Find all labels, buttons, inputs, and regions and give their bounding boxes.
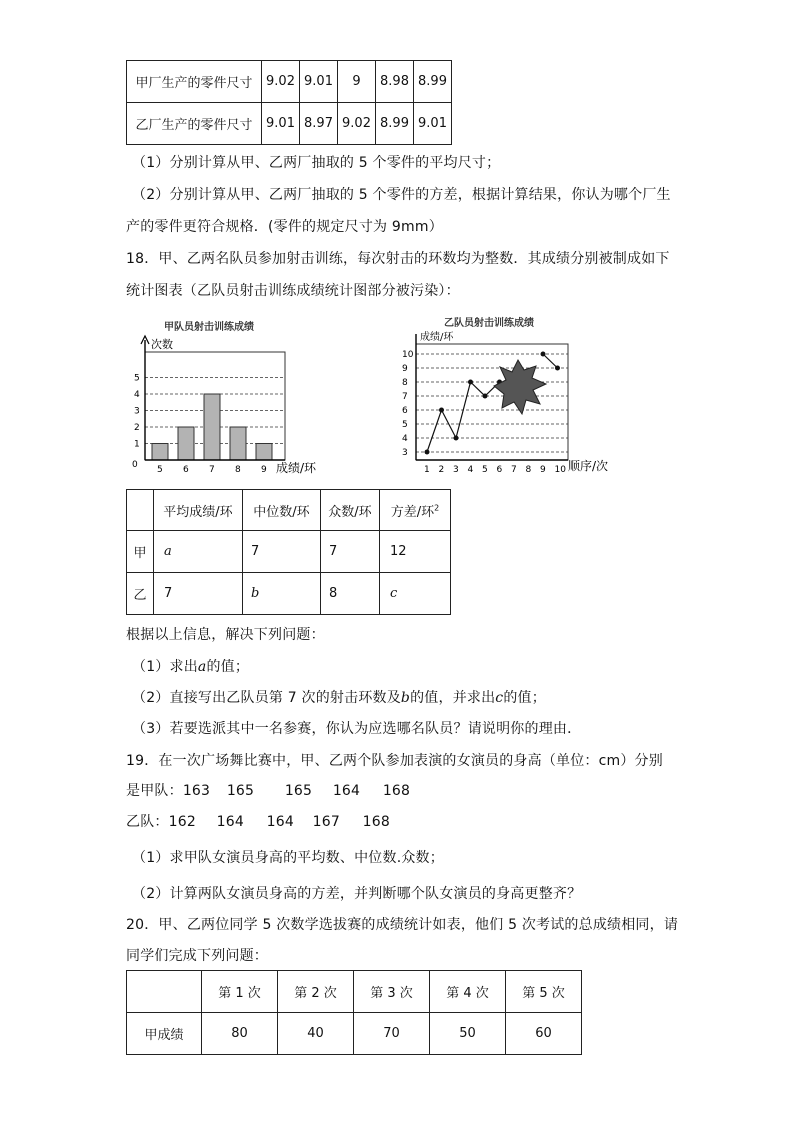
table-row xyxy=(127,61,452,103)
x-tick-label: 6 xyxy=(183,465,189,475)
x-tick-label: 9 xyxy=(261,465,267,475)
x-tick-label: 4 xyxy=(467,465,474,475)
origin-label: 0 xyxy=(132,460,138,470)
table-cell: 9.01 xyxy=(262,103,300,145)
q18-part3: （3）若要选派其中一名参赛，你认为应选哪名队员？请说明你的理由． xyxy=(132,721,582,737)
data-point xyxy=(439,408,444,413)
table-cell: 8.99 xyxy=(376,103,414,145)
data-point xyxy=(483,394,488,399)
table-cell: 80 xyxy=(202,1013,278,1055)
bar xyxy=(256,444,272,461)
table-cell: 12 xyxy=(380,531,451,573)
y-tick-label: 1 xyxy=(134,439,140,450)
series-line xyxy=(427,382,500,452)
data-point xyxy=(468,380,473,385)
table-row xyxy=(127,573,451,615)
q18-lead: 根据以上信息，解决下列问题： xyxy=(126,627,325,643)
header-cell: 第 5 次 xyxy=(506,971,582,1013)
table-cell: 8.98 xyxy=(376,61,414,103)
table-row xyxy=(127,103,452,145)
y-tick-label: 8 xyxy=(402,378,408,388)
y-tick-label: 3 xyxy=(134,406,140,417)
data-point xyxy=(555,366,560,371)
y-tick-label: 6 xyxy=(402,406,408,416)
q20-intro-cont: 同学们完成下列问题： xyxy=(126,948,268,964)
header-cell xyxy=(127,490,154,531)
chart-jia-bar xyxy=(128,312,368,477)
table-cell: 9.02 xyxy=(338,103,376,145)
q19-part2: （2）计算两队女演员身高的方差，并判断哪个队女演员的身高更整齐？ xyxy=(132,886,582,902)
table-cell: 9 xyxy=(338,61,376,103)
var-a: a xyxy=(164,544,172,559)
table-cell: 60 xyxy=(506,1013,582,1055)
y-axis-label: 成绩/环 xyxy=(420,332,454,343)
q19-part1: （1）求甲队女演员身高的平均数、中位数.众数； xyxy=(132,850,444,866)
x-tick-label: 3 xyxy=(453,465,459,475)
table-cell: 70 xyxy=(354,1013,430,1055)
x-tick-label: 9 xyxy=(540,465,546,475)
q18-part1: （1）求出a的值； xyxy=(132,659,250,675)
row-label: 乙厂生产的零件尺寸 xyxy=(127,103,262,145)
var-c: c xyxy=(390,586,398,601)
header-cell: 第 2 次 xyxy=(278,971,354,1013)
x-tick-label: 10 xyxy=(554,465,566,475)
x-tick-label: 8 xyxy=(525,465,532,475)
y-tick-label: 10 xyxy=(402,350,414,360)
q18-part2: （2）直接写出乙队员第 7 次的射击环数及b的值，并求出c的值； xyxy=(132,690,546,706)
chart-title: 乙队员射击训练成绩 xyxy=(444,318,534,329)
x-tick-label: 2 xyxy=(438,465,445,475)
header-cell xyxy=(127,971,202,1013)
q19-intro: 19．在一次广场舞比赛中，甲、乙两个队参加表演的女演员的身高（单位：cm）分别 xyxy=(126,753,663,769)
table-cell: 7 xyxy=(154,573,243,615)
y-axis-label: 次数 xyxy=(151,338,173,351)
data-point xyxy=(425,450,430,455)
table-cell: 9.01 xyxy=(300,61,338,103)
data-point xyxy=(454,436,459,441)
q17-part1: （1）分别计算从甲、乙两厂抽取的 5 个零件的平均尺寸； xyxy=(132,155,501,171)
header-cell: 中位数/环 xyxy=(243,490,321,531)
x-tick-label: 7 xyxy=(511,465,517,475)
q20-intro: 20．甲、乙两位同学 5 次数学选拔赛的成绩统计如表，他们 5 次考试的总成绩相同，请 xyxy=(126,917,679,933)
q18-intro: 18．甲、乙两名队员参加射击训练，每次射击的环数均为整数．其成绩分别被制成如下 xyxy=(126,251,670,267)
header-cell xyxy=(380,490,451,531)
series-line xyxy=(543,354,558,368)
table-cell: 8.97 xyxy=(300,103,338,145)
header-cell: 第 1 次 xyxy=(202,971,278,1013)
x-tick-label: 5 xyxy=(157,465,163,475)
table-cell: 9.02 xyxy=(262,61,300,103)
table-cell xyxy=(380,573,451,615)
q18-intro-cont: 统计图表（乙队员射击训练成绩统计图部分被污染）： xyxy=(126,283,460,299)
header-cell: 众数/环 xyxy=(321,490,380,531)
row-label: 甲成绩 xyxy=(127,1013,202,1055)
bar xyxy=(230,427,246,460)
x-tick-label: 8 xyxy=(235,465,241,475)
variance-header: 方差/环 xyxy=(390,504,435,520)
row-label: 乙 xyxy=(127,573,154,615)
table-cell xyxy=(154,531,243,573)
x-tick-label: 5 xyxy=(482,465,488,475)
q17-part2-cont: 产的零件更符合规格．(零件的规定尺寸为 9mm） xyxy=(126,219,443,235)
y-tick-label: 7 xyxy=(402,392,408,402)
data-point xyxy=(541,352,546,357)
table-row xyxy=(127,1013,582,1055)
chart-yi-line xyxy=(400,312,630,477)
table-row xyxy=(127,531,451,573)
plot-frame xyxy=(416,344,568,460)
header-cell: 平均成绩/环 xyxy=(154,490,243,531)
var-b: b xyxy=(251,586,260,601)
y-tick-label: 3 xyxy=(402,448,408,458)
q17-part2: （2）分别计算从甲、乙两厂抽取的 5 个零件的方差，根据计算结果，你认为哪个厂生 xyxy=(132,187,671,203)
table-cell xyxy=(243,573,321,615)
y-tick-label: 2 xyxy=(134,423,140,433)
scores-table xyxy=(126,970,582,1055)
table-cell: 7 xyxy=(321,531,380,573)
row-label: 甲厂生产的零件尺寸 xyxy=(127,61,262,103)
x-tick-label: 6 xyxy=(496,465,503,475)
table-cell: 7 xyxy=(243,531,321,573)
table-row xyxy=(127,490,451,531)
chart-title: 甲队员射击训练成绩 xyxy=(164,322,254,333)
header-cell: 第 4 次 xyxy=(430,971,506,1013)
bar xyxy=(204,394,220,460)
y-tick-label: 4 xyxy=(402,434,408,444)
superscript-two: 2 xyxy=(434,503,440,513)
x-axis-label: 顺序/次 xyxy=(568,459,609,473)
x-axis-label: 成绩/环 xyxy=(276,461,317,475)
bar xyxy=(152,444,168,461)
y-tick-label: 5 xyxy=(402,420,408,430)
table-cell: 40 xyxy=(278,1013,354,1055)
header-cell: 第 3 次 xyxy=(354,971,430,1013)
q19-team-a: 是甲队：163 165 165 164 168 xyxy=(126,783,411,799)
y-tick-label: 4 xyxy=(134,390,140,400)
y-tick-label: 5 xyxy=(134,373,140,384)
table-cell: 8 xyxy=(321,573,380,615)
shooting-stats-table xyxy=(126,489,451,615)
table-row xyxy=(127,971,582,1013)
table-cell: 9.01 xyxy=(414,103,452,145)
x-tick-label: 7 xyxy=(209,465,215,475)
table-cell: 8.99 xyxy=(414,61,452,103)
x-tick-label: 1 xyxy=(424,465,430,475)
table-cell: 50 xyxy=(430,1013,506,1055)
bar xyxy=(178,427,194,460)
y-tick-label: 9 xyxy=(402,364,408,374)
q19-team-b: 乙队：162 164 164 167 168 xyxy=(126,814,390,830)
parts-table xyxy=(126,60,452,145)
row-label: 甲 xyxy=(127,531,154,573)
